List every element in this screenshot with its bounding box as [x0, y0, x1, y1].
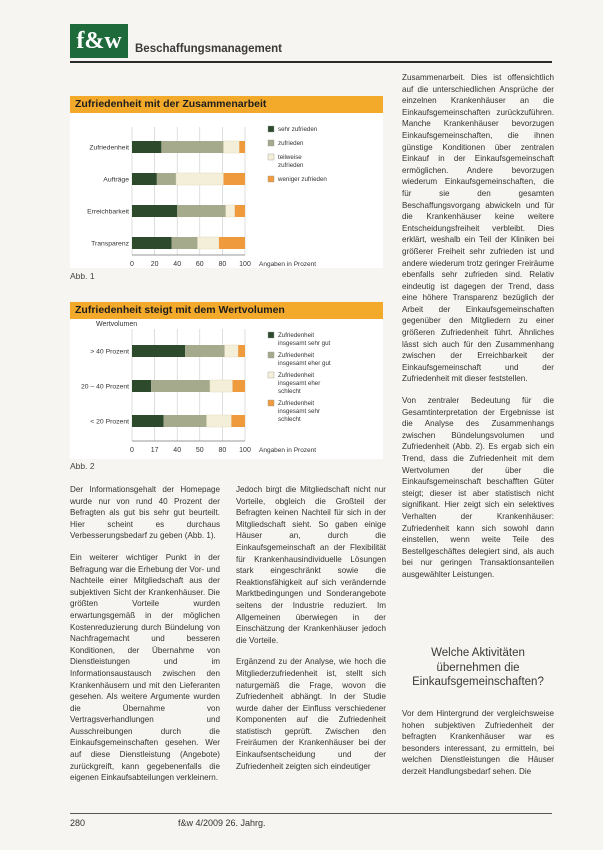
journal-logo: f&w [70, 24, 128, 58]
legend-label: sehr zufrieden [278, 126, 318, 133]
legend-label: Zufriedenheit [278, 352, 315, 359]
category-label: Erreichbarkeit [87, 208, 129, 216]
x-tick-label: 80 [218, 261, 227, 268]
category-label: > 40 Prozent [90, 348, 129, 356]
left-column [70, 484, 220, 794]
bar-segment [225, 345, 239, 357]
legend-swatch [268, 176, 274, 182]
legend-swatch [268, 126, 274, 132]
chart-2 [70, 302, 383, 459]
legend-label: Zufriedenheit [278, 372, 315, 379]
bar-segment [185, 345, 225, 357]
bar-segment [231, 415, 245, 427]
legend-label: zufrieden [278, 162, 304, 169]
legend-label: Zufriedenheit [278, 332, 315, 339]
x-tick-label: 50 [195, 447, 204, 454]
bar-segment [132, 205, 177, 217]
chart-2-caption: Abb. 2 [70, 461, 95, 471]
x-tick-label: 20 [150, 261, 159, 268]
paragraph: Der Informationsgehalt der Homepage wurde nur von rund 40 Prozent der Befragten als gut bis sehr gut beurteilt. Hier scheint es durchaus Verbesserungsbedarf zu geben (Abb. 1). [70, 485, 220, 541]
journal-issue: f&w 4/2009 26. Jahrg. [178, 818, 266, 828]
bar-segment [157, 173, 176, 185]
category-label: < 20 Prozent [90, 418, 129, 426]
bar-segment [224, 141, 240, 153]
section-title: Beschaffungsmanagement [135, 43, 282, 55]
paragraph: Ein weiterer wichtiger Punkt in der Befragung war die Erhebung der Vor- und Nachteile einer Mitgliedschaft aus der subjektiven Sicht der Krankenhäuser. Die größten Vorteile wurden erwartungsgemäß in der möglichen Kostenreduzierung durch Bündelung von Nachfragemacht und besseren Konditionen, der Übernahme von Dienstleistungen und im Informationsaustausch zwischen den Krankenhäusern und mit den Lieferanten gesehen. Als weitere Argumente wurden die Übernahme von Vertragsverhandlungen und Ausschreibungen durch die Einkaufsgemeinschaften gesehen. Wer auf diese Dienstleistung (Angebote) zurückgreift, kann gegebenenfalls die eigenen Einkaufsabteilungen verkleinern. [70, 552, 220, 783]
x-tick-label: 100 [239, 447, 251, 454]
middle-column [236, 484, 386, 782]
legend-label: insgesamt eher [278, 380, 321, 387]
legend-label: zufrieden [278, 140, 304, 147]
bar-segment [219, 237, 245, 249]
header-rule [70, 61, 552, 63]
legend-swatch [268, 140, 274, 146]
legend-label: insgesamt sehr [278, 408, 320, 415]
x-axis-label: Angaben in Prozent [259, 447, 317, 454]
footer-rule [70, 813, 552, 814]
x-tick-label: 0 [130, 447, 134, 454]
category-label: 20 – 40 Prozent [81, 383, 129, 391]
chart-2-title: Zufriedenheit steigt mit dem Wertvolumen [70, 302, 383, 319]
subheading: Welche Aktivitäten übernehmen die Einkaufsgemeinschaften? [412, 647, 544, 688]
chart-1-caption: Abb. 1 [70, 271, 95, 281]
legend-label: schlecht [278, 388, 301, 395]
paragraph: Vor dem Hintergrund der vergleichsweise hohen subjektiven Zufriedenheit der befragten Krankenhäuser war es besonders interessant, zu ermitteln, bei welchen Dienstleistungen die Häuser derzeit Handlungsbedarf sehen. Die [402, 709, 554, 776]
x-tick-label: 60 [195, 261, 204, 268]
x-tick-label: 0 [130, 261, 134, 268]
bar-segment [132, 141, 161, 153]
paragraph: Ergänzend zu der Analyse, wie hoch die Mitgliederzufriedenheit ist, stellt sich naturgemäß die Frage, wovon die Zufriedenheit abhängt. In der Studie wurde daher der Einfluss verschiedener Komponenten auf die Zufriedenheit statistisch geprüft. Zwischen den Freiräumen der Krankenhäuser bei der Einkaufsentscheidung und der Zufriedenheit zeigten sich eindeutiger [236, 657, 386, 771]
chart-1-title: Zufriedenheit mit der Zusammenarbeit [70, 96, 383, 113]
legend-label: Zufriedenheit [278, 400, 315, 407]
bar-segment [161, 141, 223, 153]
right-column-bottom [402, 708, 554, 788]
bar-segment [132, 380, 151, 392]
x-tick-label: 80 [218, 447, 227, 454]
bar-segment [235, 205, 245, 217]
bar-segment [238, 345, 245, 357]
x-tick-label: 17 [150, 447, 159, 454]
legend-swatch [268, 352, 274, 358]
axis-group-label: Wertvolumen [96, 321, 138, 328]
bar-segment [132, 345, 185, 357]
chart-1 [70, 96, 383, 268]
paragraph: Jedoch birgt die Mitgliedschaft nicht nur Vorteile, obgleich die Großteil der Befragten keinen Nachteil für sich in der Mitgliedschaft sieht. So gaben einige Häuser an, durch die Einkaufsgemeinschaft an der Flexibilität für Krankenhausindividuelle Lösungen stark eingeschränkt sowie die Reaktionsfähigkeit auf sich verändernde Marktbedingungen und Sonderangebote seitens der Industrie reduziert. Im Allgemeinen überwiegen in der Einschätzung der Krankenhäuser jedoch die Vorteile. [236, 485, 386, 645]
x-tick-label: 40 [173, 261, 182, 268]
category-label: Transparenz [91, 240, 129, 248]
legend-label: insgesamt eher gut [278, 360, 331, 367]
bar-segment [210, 380, 233, 392]
chart-2-plot [70, 319, 383, 459]
chart-1-plot [70, 113, 383, 268]
legend-swatch [268, 372, 274, 378]
bar-segment [132, 415, 164, 427]
legend-label: schlecht [278, 416, 301, 423]
category-label: Aufträge [103, 176, 129, 184]
bar-segment [151, 380, 210, 392]
bar-segment [226, 205, 235, 217]
bar-segment [233, 380, 245, 392]
bar-segment [176, 173, 223, 185]
category-label: Zufriedenheit [89, 144, 129, 152]
bar-segment [132, 173, 157, 185]
bar-segment [207, 415, 232, 427]
bar-segment [198, 237, 219, 249]
legend-label: teilweise [278, 154, 302, 161]
bar-segment [132, 237, 172, 249]
bar-segment [172, 237, 198, 249]
x-axis-label: Angaben in Prozent [259, 261, 317, 268]
legend-label: weniger zufrieden [278, 176, 327, 183]
right-column-top [402, 72, 554, 591]
bar-segment [177, 205, 226, 217]
x-tick-label: 100 [239, 261, 251, 268]
legend-swatch [268, 154, 274, 160]
paragraph: Von zentraler Bedeutung für die Gesamtinterpretation der Ergebnisse ist die Analyse des Zusammenhangs zwischen Bündelungsvolumen und Zufriedenheit (Abb. 2). Es ergab sich ein Trend, dass die Zufriedenheit mit dem Wertvolumen der über die Einkaufsgemeinschaft beschafften Güter steigt; dieser ist aber statistisch nicht signifikant. Hier zeigt sich ein selektives Verhalten der Krankenhäuser: Zufriedenheit kann sich sowohl dann einstellen, wenn weite Teile des Bestellgeschäftes delegiert sind, als auch bei nur geringen Transaktionsanteilen ausgewählter Leistungen. [402, 396, 554, 579]
paragraph: Zusammenarbeit. Dies ist offensichtlich auf die unterschiedlichen Ansprüche der einzelnen Krankenhäuser an die Einkaufsgemeinschaften zurückzuführen. Manche Krankenhäuser bevorzugen Einkaufsgemeinschaften, die ihnen günstige Konditionen über zentralen Einkauf in der Einkaufsgemeinschaft ermöglichen. Andere bevorzugen wiederum Einkaufsgemeinschaften, die für sie den gesamten Beschaffungsvorgang abwickeln und für die Krankenhäuser keine weitere Entscheidungsfreiheit verbleibt. Dies erklärt, weshalb ein Teil der Kliniken bei größerer Freiheit sehr zufrieden ist und andere wiederum trotz geringer Freiräume ebenfalls sehr zufrieden sind. Relativ eindeutig ist dagegen der Trend, dass eine höhere Transparenz bezüglich der Arbeit der Einkaufsgemeinschaften gegenüber den Mitgliedern zu einer größeren Zufriedenheit führt. Ähnliches lässt sich auch für den Zusammenhang zwischen der Erreichbarkeit der Einkaufsgemeinschaft und der Zufriedenheit mit dieser feststellen. [402, 73, 554, 384]
bar-segment [164, 415, 207, 427]
legend-swatch [268, 400, 274, 406]
x-tick-label: 40 [173, 447, 182, 454]
bar-segment [239, 141, 245, 153]
legend-label: insgesamt sehr gut [278, 340, 331, 347]
legend-swatch [268, 332, 274, 338]
bar-segment [224, 173, 245, 185]
page-number: 280 [70, 818, 86, 828]
